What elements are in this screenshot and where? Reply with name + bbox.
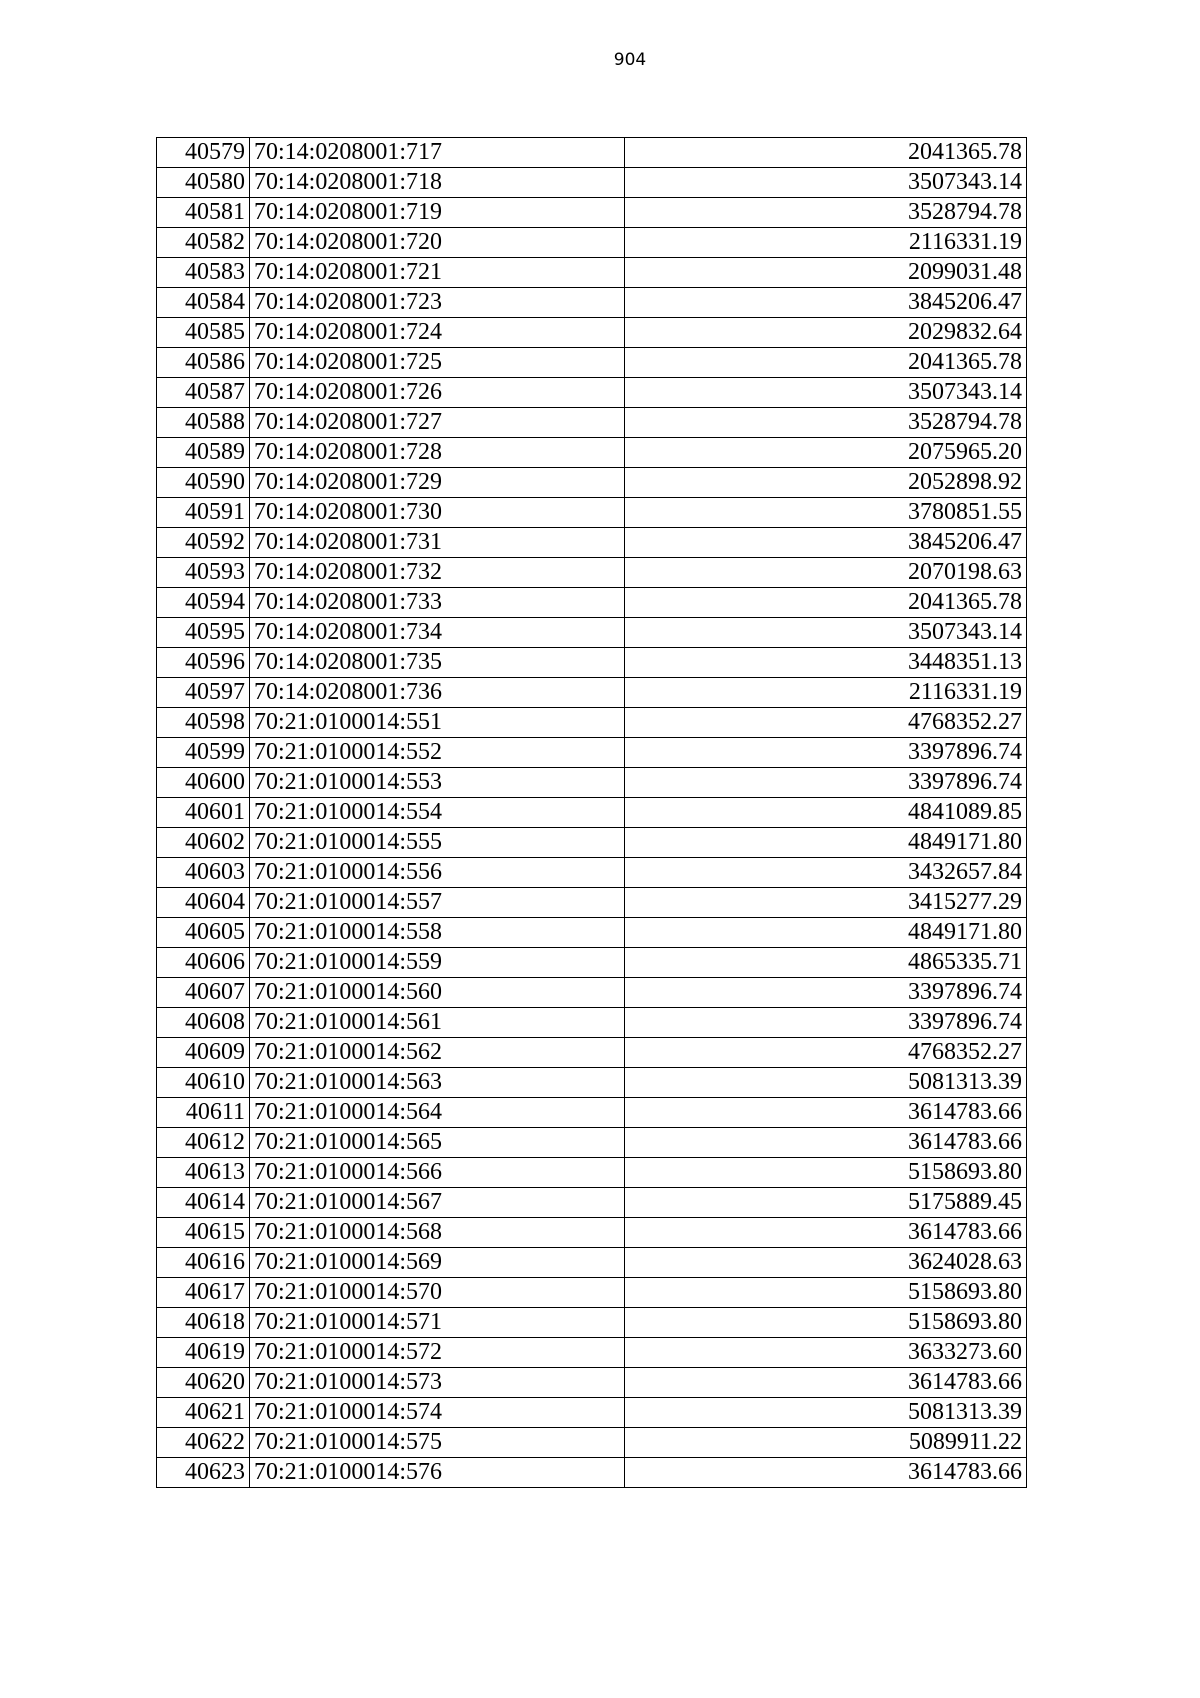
cadastral-number-cell: 70:21:0100014:574 xyxy=(250,1398,625,1428)
table-row xyxy=(157,1368,1027,1398)
cadastral-value-cell: 3845206.47 xyxy=(625,528,1027,558)
row-number-cell: 40621 xyxy=(157,1398,250,1428)
table-row xyxy=(157,1098,1027,1128)
cadastral-number-cell: 70:21:0100014:556 xyxy=(250,858,625,888)
row-number-cell: 40600 xyxy=(157,768,250,798)
row-number-cell: 40598 xyxy=(157,708,250,738)
row-number-cell: 40583 xyxy=(157,258,250,288)
cadastral-number-cell: 70:14:0208001:731 xyxy=(250,528,625,558)
row-number-cell: 40599 xyxy=(157,738,250,768)
row-number-cell: 40620 xyxy=(157,1368,250,1398)
cadastral-number-cell: 70:14:0208001:733 xyxy=(250,588,625,618)
cadastral-value-cell: 3633273.60 xyxy=(625,1338,1027,1368)
row-number-cell: 40589 xyxy=(157,438,250,468)
table-row xyxy=(157,498,1027,528)
table-row xyxy=(157,588,1027,618)
cadastral-number-cell: 70:21:0100014:566 xyxy=(250,1158,625,1188)
cadastral-number-cell: 70:21:0100014:558 xyxy=(250,918,625,948)
table-row xyxy=(157,1158,1027,1188)
cadastral-number-cell: 70:21:0100014:572 xyxy=(250,1338,625,1368)
cadastral-value-table xyxy=(156,137,1027,1488)
cadastral-number-cell: 70:14:0208001:734 xyxy=(250,618,625,648)
cadastral-value-cell: 4768352.27 xyxy=(625,1038,1027,1068)
cadastral-number-cell: 70:21:0100014:557 xyxy=(250,888,625,918)
row-number-cell: 40608 xyxy=(157,1008,250,1038)
cadastral-value-cell: 3397896.74 xyxy=(625,978,1027,1008)
cadastral-value-cell: 3614783.66 xyxy=(625,1218,1027,1248)
row-number-cell: 40606 xyxy=(157,948,250,978)
page-number: 904 xyxy=(613,50,647,70)
table-row xyxy=(157,948,1027,978)
table-row xyxy=(157,318,1027,348)
cadastral-number-cell: 70:21:0100014:551 xyxy=(250,708,625,738)
table-row xyxy=(157,408,1027,438)
table-row xyxy=(157,678,1027,708)
cadastral-value-cell: 5081313.39 xyxy=(625,1068,1027,1098)
cadastral-value-cell: 3432657.84 xyxy=(625,858,1027,888)
cadastral-value-cell: 5089911.22 xyxy=(625,1428,1027,1458)
row-number-cell: 40622 xyxy=(157,1428,250,1458)
table-row xyxy=(157,828,1027,858)
cadastral-value-cell: 2075965.20 xyxy=(625,438,1027,468)
row-number-cell: 40586 xyxy=(157,348,250,378)
table-row xyxy=(157,978,1027,1008)
row-number-cell: 40581 xyxy=(157,198,250,228)
cadastral-number-cell: 70:21:0100014:553 xyxy=(250,768,625,798)
cadastral-number-cell: 70:14:0208001:730 xyxy=(250,498,625,528)
cadastral-number-cell: 70:21:0100014:555 xyxy=(250,828,625,858)
cadastral-value-cell: 5158693.80 xyxy=(625,1278,1027,1308)
row-number-cell: 40617 xyxy=(157,1278,250,1308)
table-row xyxy=(157,738,1027,768)
cadastral-value-cell: 5175889.45 xyxy=(625,1188,1027,1218)
table-row xyxy=(157,348,1027,378)
cadastral-number-cell: 70:21:0100014:563 xyxy=(250,1068,625,1098)
cadastral-value-cell: 3397896.74 xyxy=(625,1008,1027,1038)
row-number-cell: 40619 xyxy=(157,1338,250,1368)
cadastral-number-cell: 70:14:0208001:718 xyxy=(250,168,625,198)
cadastral-value-cell: 2116331.19 xyxy=(625,678,1027,708)
table-body xyxy=(157,138,1027,1488)
row-number-cell: 40585 xyxy=(157,318,250,348)
table-row xyxy=(157,228,1027,258)
cadastral-number-cell: 70:21:0100014:568 xyxy=(250,1218,625,1248)
cadastral-value-cell: 3397896.74 xyxy=(625,738,1027,768)
cadastral-number-cell: 70:21:0100014:571 xyxy=(250,1308,625,1338)
cadastral-number-cell: 70:21:0100014:576 xyxy=(250,1458,625,1488)
cadastral-value-cell: 3614783.66 xyxy=(625,1458,1027,1488)
cadastral-value-cell: 2116331.19 xyxy=(625,228,1027,258)
cadastral-value-cell: 4865335.71 xyxy=(625,948,1027,978)
table-row xyxy=(157,258,1027,288)
cadastral-number-cell: 70:14:0208001:720 xyxy=(250,228,625,258)
table-row xyxy=(157,1308,1027,1338)
cadastral-value-cell: 3528794.78 xyxy=(625,408,1027,438)
cadastral-number-cell: 70:14:0208001:736 xyxy=(250,678,625,708)
cadastral-value-cell: 3614783.66 xyxy=(625,1128,1027,1158)
cadastral-value-cell: 2041365.78 xyxy=(625,138,1027,168)
table-row xyxy=(157,558,1027,588)
table-row xyxy=(157,1338,1027,1368)
cadastral-value-cell: 3528794.78 xyxy=(625,198,1027,228)
row-number-cell: 40618 xyxy=(157,1308,250,1338)
cadastral-number-cell: 70:21:0100014:570 xyxy=(250,1278,625,1308)
row-number-cell: 40597 xyxy=(157,678,250,708)
table-row xyxy=(157,1218,1027,1248)
row-number-cell: 40623 xyxy=(157,1458,250,1488)
cadastral-value-cell: 3614783.66 xyxy=(625,1368,1027,1398)
cadastral-value-cell: 3507343.14 xyxy=(625,378,1027,408)
table-row xyxy=(157,1278,1027,1308)
row-number-cell: 40591 xyxy=(157,498,250,528)
table-row xyxy=(157,1038,1027,1068)
table-row xyxy=(157,528,1027,558)
cadastral-number-cell: 70:14:0208001:717 xyxy=(250,138,625,168)
table-row xyxy=(157,918,1027,948)
row-number-cell: 40588 xyxy=(157,408,250,438)
cadastral-value-cell: 3780851.55 xyxy=(625,498,1027,528)
row-number-cell: 40615 xyxy=(157,1218,250,1248)
row-number-cell: 40603 xyxy=(157,858,250,888)
cadastral-number-cell: 70:21:0100014:573 xyxy=(250,1368,625,1398)
cadastral-number-cell: 70:21:0100014:559 xyxy=(250,948,625,978)
cadastral-value-cell: 3507343.14 xyxy=(625,168,1027,198)
cadastral-number-cell: 70:14:0208001:724 xyxy=(250,318,625,348)
cadastral-value-cell: 2029832.64 xyxy=(625,318,1027,348)
cadastral-value-cell: 3415277.29 xyxy=(625,888,1027,918)
row-number-cell: 40582 xyxy=(157,228,250,258)
table-row xyxy=(157,1248,1027,1278)
cadastral-number-cell: 70:21:0100014:575 xyxy=(250,1428,625,1458)
row-number-cell: 40611 xyxy=(157,1098,250,1128)
table-row xyxy=(157,138,1027,168)
cadastral-number-cell: 70:21:0100014:565 xyxy=(250,1128,625,1158)
row-number-cell: 40590 xyxy=(157,468,250,498)
cadastral-value-cell: 4841089.85 xyxy=(625,798,1027,828)
table-row xyxy=(157,1068,1027,1098)
cadastral-number-cell: 70:21:0100014:552 xyxy=(250,738,625,768)
cadastral-value-cell: 2041365.78 xyxy=(625,588,1027,618)
table-row xyxy=(157,288,1027,318)
cadastral-value-cell: 3397896.74 xyxy=(625,768,1027,798)
table-row xyxy=(157,438,1027,468)
table-row xyxy=(157,1188,1027,1218)
row-number-cell: 40595 xyxy=(157,618,250,648)
table-row xyxy=(157,468,1027,498)
cadastral-number-cell: 70:14:0208001:735 xyxy=(250,648,625,678)
table-row xyxy=(157,1398,1027,1428)
cadastral-number-cell: 70:14:0208001:727 xyxy=(250,408,625,438)
cadastral-number-cell: 70:14:0208001:723 xyxy=(250,288,625,318)
cadastral-value-cell: 3448351.13 xyxy=(625,648,1027,678)
table-row xyxy=(157,168,1027,198)
row-number-cell: 40584 xyxy=(157,288,250,318)
cadastral-value-cell: 2041365.78 xyxy=(625,348,1027,378)
cadastral-value-cell: 2070198.63 xyxy=(625,558,1027,588)
cadastral-number-cell: 70:14:0208001:721 xyxy=(250,258,625,288)
table-row xyxy=(157,198,1027,228)
row-number-cell: 40614 xyxy=(157,1188,250,1218)
row-number-cell: 40594 xyxy=(157,588,250,618)
cadastral-value-cell: 4849171.80 xyxy=(625,828,1027,858)
cadastral-value-cell: 3845206.47 xyxy=(625,288,1027,318)
cadastral-number-cell: 70:21:0100014:562 xyxy=(250,1038,625,1068)
cadastral-number-cell: 70:21:0100014:567 xyxy=(250,1188,625,1218)
cadastral-number-cell: 70:21:0100014:569 xyxy=(250,1248,625,1278)
row-number-cell: 40610 xyxy=(157,1068,250,1098)
row-number-cell: 40607 xyxy=(157,978,250,1008)
cadastral-value-cell: 2099031.48 xyxy=(625,258,1027,288)
table-row xyxy=(157,648,1027,678)
cadastral-value-cell: 5158693.80 xyxy=(625,1158,1027,1188)
cadastral-value-cell: 3507343.14 xyxy=(625,618,1027,648)
table-row xyxy=(157,798,1027,828)
table-row xyxy=(157,888,1027,918)
table-row xyxy=(157,618,1027,648)
row-number-cell: 40580 xyxy=(157,168,250,198)
row-number-cell: 40609 xyxy=(157,1038,250,1068)
cadastral-number-cell: 70:21:0100014:561 xyxy=(250,1008,625,1038)
cadastral-number-cell: 70:14:0208001:728 xyxy=(250,438,625,468)
cadastral-value-cell: 4849171.80 xyxy=(625,918,1027,948)
cadastral-number-cell: 70:14:0208001:729 xyxy=(250,468,625,498)
table-row xyxy=(157,1008,1027,1038)
row-number-cell: 40587 xyxy=(157,378,250,408)
table-row xyxy=(157,768,1027,798)
cadastral-number-cell: 70:14:0208001:726 xyxy=(250,378,625,408)
row-number-cell: 40596 xyxy=(157,648,250,678)
cadastral-number-cell: 70:21:0100014:564 xyxy=(250,1098,625,1128)
cadastral-value-cell: 4768352.27 xyxy=(625,708,1027,738)
cadastral-number-cell: 70:14:0208001:732 xyxy=(250,558,625,588)
cadastral-value-cell: 3624028.63 xyxy=(625,1248,1027,1278)
row-number-cell: 40612 xyxy=(157,1128,250,1158)
table-row xyxy=(157,1428,1027,1458)
cadastral-number-cell: 70:14:0208001:725 xyxy=(250,348,625,378)
cadastral-value-cell: 5081313.39 xyxy=(625,1398,1027,1428)
table-row xyxy=(157,1128,1027,1158)
table-row xyxy=(157,858,1027,888)
row-number-cell: 40605 xyxy=(157,918,250,948)
row-number-cell: 40592 xyxy=(157,528,250,558)
row-number-cell: 40579 xyxy=(157,138,250,168)
cadastral-number-cell: 70:21:0100014:560 xyxy=(250,978,625,1008)
cadastral-value-cell: 2052898.92 xyxy=(625,468,1027,498)
cadastral-number-cell: 70:21:0100014:554 xyxy=(250,798,625,828)
cadastral-value-cell: 5158693.80 xyxy=(625,1308,1027,1338)
table-row xyxy=(157,1458,1027,1488)
row-number-cell: 40613 xyxy=(157,1158,250,1188)
cadastral-value-cell: 3614783.66 xyxy=(625,1098,1027,1128)
cadastral-number-cell: 70:14:0208001:719 xyxy=(250,198,625,228)
table-row xyxy=(157,708,1027,738)
row-number-cell: 40616 xyxy=(157,1248,250,1278)
row-number-cell: 40601 xyxy=(157,798,250,828)
row-number-cell: 40604 xyxy=(157,888,250,918)
row-number-cell: 40593 xyxy=(157,558,250,588)
row-number-cell: 40602 xyxy=(157,828,250,858)
table-row xyxy=(157,378,1027,408)
